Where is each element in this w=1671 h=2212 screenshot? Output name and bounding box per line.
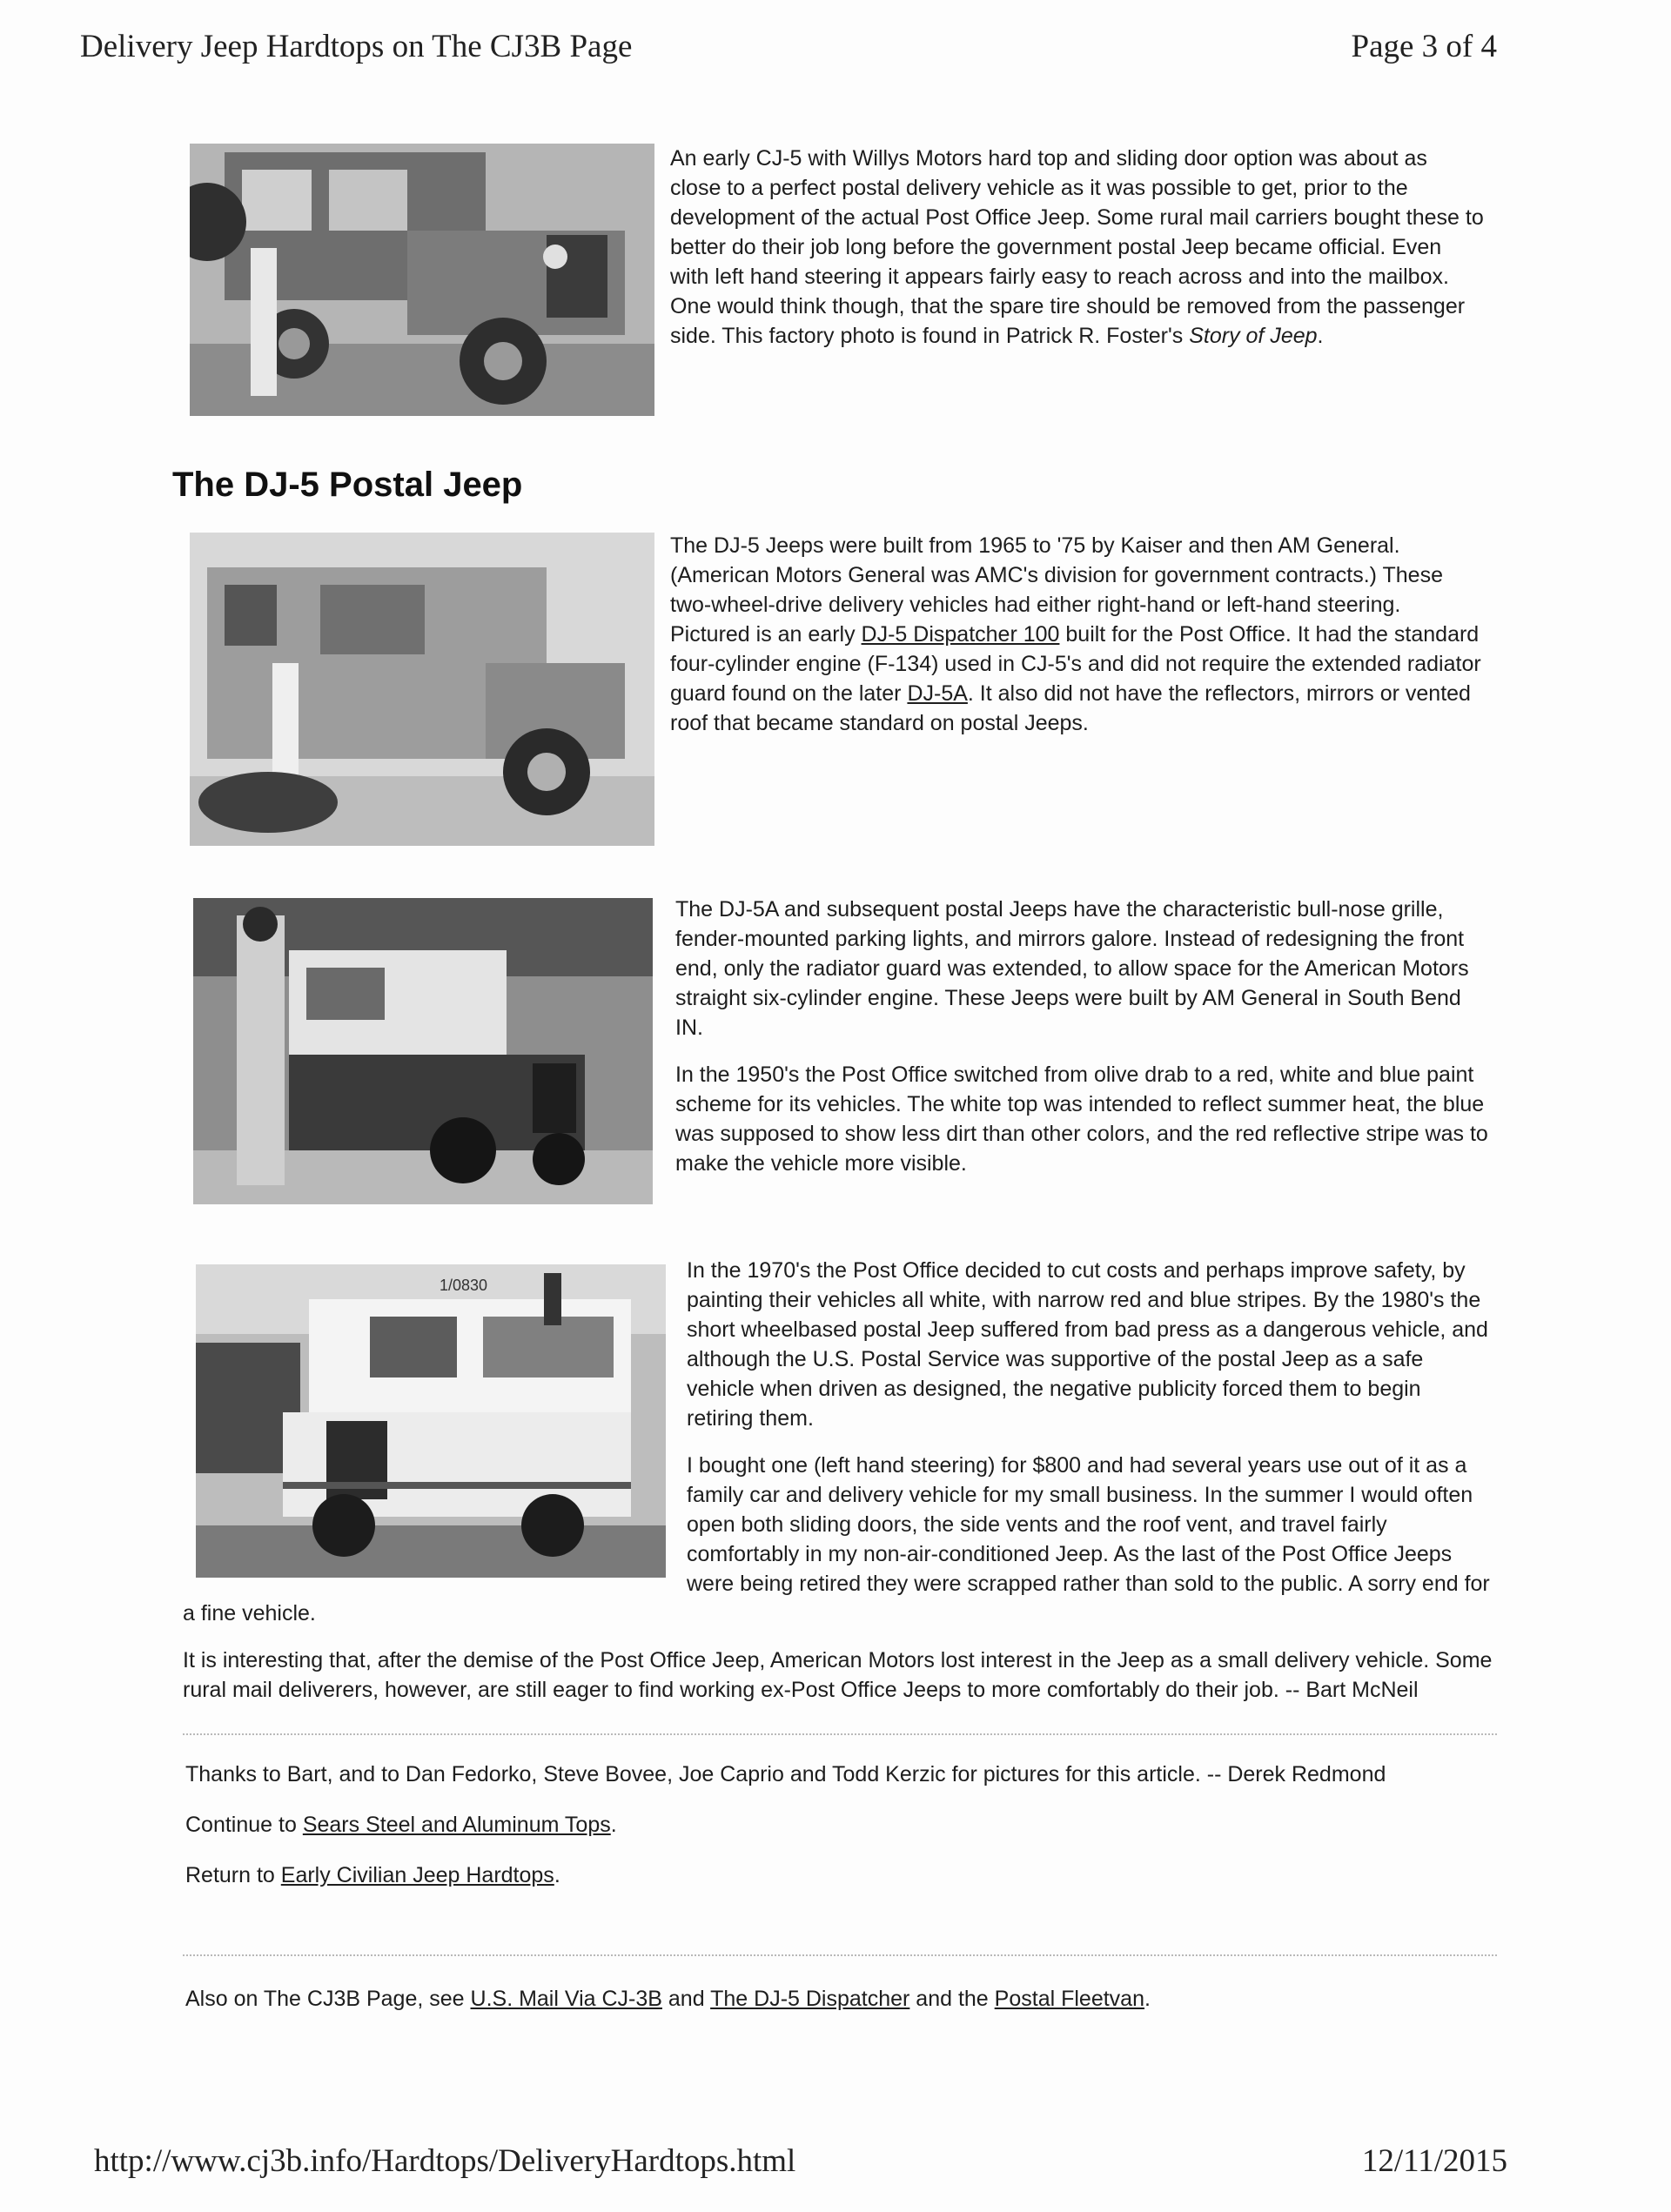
divider-1 xyxy=(183,1733,1497,1735)
also-end: . xyxy=(1144,1987,1151,2011)
page-number: Page 3 of 4 xyxy=(1351,29,1497,64)
also-and-1: and xyxy=(661,1987,711,2011)
section2-body-b: built for the Post Office. It had the standard four-cylinder engine (F-134) used in CJ-5's and did not require the extended radiator guard found on the later xyxy=(670,622,1481,706)
white-postal-jeep-photo xyxy=(196,1264,666,1578)
section4-text xyxy=(183,1256,1493,1722)
section3-paragraph-2: In the 1950's the Post Office switched from olive drab to a red, white and blue paint scheme for its vehicles. The white top was intended to reflect summer heat, the blue was supposed to show less dirt than other colors, and the red reflective stripe was to make the vehicle more visible. xyxy=(675,1062,1488,1176)
section3-text xyxy=(675,895,1489,1196)
footer-date: 12/11/2015 xyxy=(1361,2143,1507,2179)
also-prefix: Also on The CJ3B Page, see xyxy=(185,1987,471,2011)
return-prefix: Return to xyxy=(185,1863,281,1887)
link-dj5-dispatcher-100[interactable]: DJ-5 Dispatcher 100 xyxy=(861,622,1060,647)
credits xyxy=(185,1760,1491,1907)
section2-body-a: The DJ-5 Jeeps were built from 1965 to '75 by Kaiser and then AM General. (American Motors General was AMC's division for government contracts.) These two-wheel-drive delivery vehicles had either right-hand or left-hand steering. Pictured is an early xyxy=(670,533,1443,647)
link-us-mail-via-cj3b[interactable]: U.S. Mail Via CJ-3B xyxy=(470,1987,662,2011)
section2-body-c: . It also did not have the reflectors, mirrors or vented roof that became standard on postal Jeeps. xyxy=(670,681,1471,735)
link-dj5-dispatcher[interactable]: The DJ-5 Dispatcher xyxy=(710,1987,910,2011)
also-and-2: and the xyxy=(909,1987,995,2011)
section-heading-dj5: The DJ-5 Postal Jeep xyxy=(172,466,523,504)
jeep-number-label: 1/0830 xyxy=(440,1277,488,1294)
section4-paragraph-2: I bought one (left hand steering) for $800 and had several years use out of it as a family car and delivery vehicle for my small business. In the summer I would often open both sliding doors, the side vents and the roof vent, and travel fairly comfortably in my non-air-conditioned Jeep. As the last of the Post Office Jeeps were being retired they were scrapped rather than sold to the public. A sorry end for a fine vehicle. xyxy=(183,1453,1490,1625)
link-postal-fleetvan[interactable]: Postal Fleetvan xyxy=(994,1987,1144,2011)
section4-paragraph-1: In the 1970's the Post Office decided to cut costs and perhaps improve safety, by painting their vehicles all white, with narrow red and blue stripes. By the 1980's the short wheelbased postal Jeep suffered from bad press as a dangerous vehicle, and although the U.S. Postal Service was supportive of the postal Jeep as a safe vehicle when driven as designed, the negative publicity forced them to begin retiring them. xyxy=(687,1258,1488,1431)
link-dj5a[interactable]: DJ-5A xyxy=(907,681,968,706)
link-sears-steel-aluminum-tops[interactable]: Sears Steel and Aluminum Tops xyxy=(302,1813,611,1837)
footer-url: http://www.cj3b.info/Hardtops/DeliveryHardtops.html xyxy=(94,2143,796,2179)
cj5-hardtop-photo xyxy=(190,144,654,416)
book-title: Story of Jeep xyxy=(1189,324,1318,348)
page-header-title: Delivery Jeep Hardtops on The CJ3B Page xyxy=(80,29,633,64)
dj5a-mail-carrier-photo xyxy=(193,898,653,1204)
link-early-civilian-jeep-hardtops[interactable]: Early Civilian Jeep Hardtops xyxy=(280,1863,554,1887)
thanks-text: Thanks to Bart, and to Dan Fedorko, Steve Bovee, Joe Caprio and Todd Kerzic for pictures for this article. -- Derek Redmond xyxy=(185,1762,1386,1786)
divider-2 xyxy=(183,1954,1497,1956)
section3-paragraph-1: The DJ-5A and subsequent postal Jeeps have the characteristic bull-nose grille, fender-mounted parking lights, and mirrors galore. Instead of redesigning the front end, only the radiator guard was extended, to allow space for the American Motors straight six-cylinder engine. These Jeeps were built by AM General in South Bend IN. xyxy=(675,897,1469,1040)
dj5-dispatcher-photo xyxy=(190,533,654,846)
continue-period: . xyxy=(610,1813,617,1837)
section1-end: . xyxy=(1317,324,1324,348)
also-on-line xyxy=(185,1984,1491,2031)
section2-text xyxy=(670,531,1484,755)
section4-paragraph-3: It is interesting that, after the demise of the Post Office Jeep, American Motors lost interest in the Jeep as a small delivery vehicle. Some rural mail deliverers, however, are still eager to find working ex-Post Office Jeeps to more comfortably do their job. -- Bart McNeil xyxy=(183,1648,1493,1702)
continue-prefix: Continue to xyxy=(185,1813,303,1837)
section1-text xyxy=(670,144,1484,368)
return-period: . xyxy=(554,1863,560,1887)
section1-body: An early CJ-5 with Willys Motors hard top and sliding door option was about as close to a perfect postal delivery vehicle as it was possible to get, prior to the development of the actual Post Office Jeep. Some rural mail carriers bought these to better do their job long before the government postal Jeep became official. Even with left hand steering it appears fairly easy to reach across and into the mailbox. One would think though, that the spare tire should be removed from the passenger side. This factory photo is found in Patrick R. Foster's xyxy=(670,146,1484,348)
